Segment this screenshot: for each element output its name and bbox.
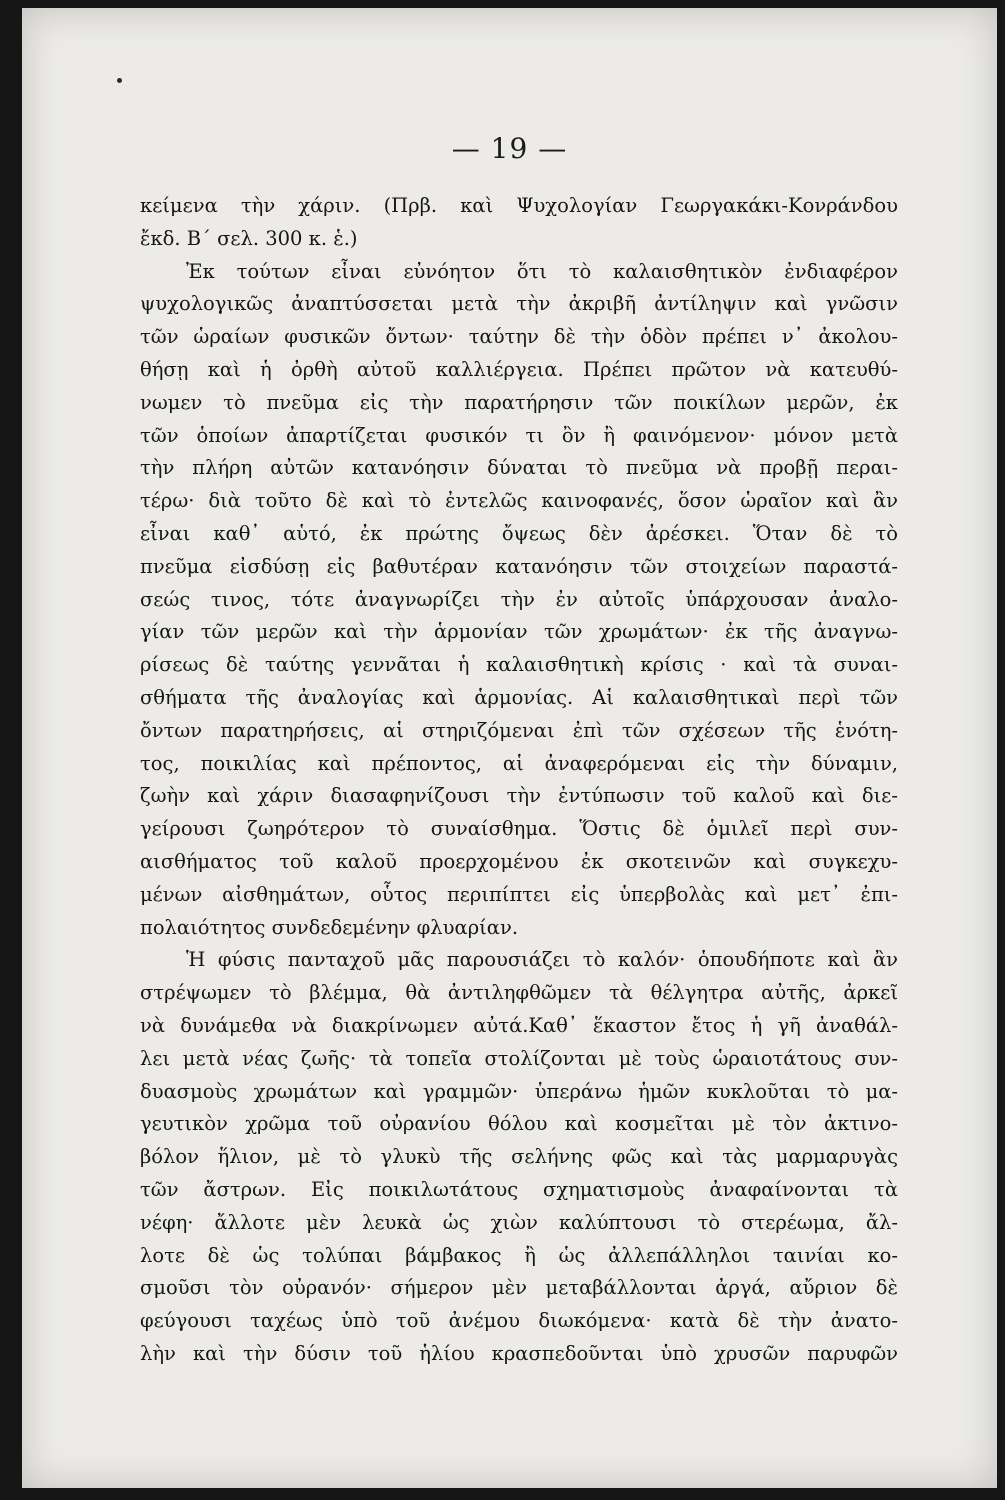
text-line: ρίσεως δὲ ταύτης γεννᾶται ἡ καλαισθητικὴ κρίσις · καὶ τὰ συναι- bbox=[140, 653, 898, 677]
book-page bbox=[22, 8, 997, 1488]
text-line: ζωὴν καὶ χάριν διασαφηνίζουσι τὴν ἐντύπωσιν τοῦ καλοῦ καὶ διε- bbox=[140, 784, 898, 808]
text-line: λει μετὰ νέας ζωῆς· τὰ τοπεῖα στολίζονται μὲ τοὺς ὡραιοτάτους συν- bbox=[140, 1046, 898, 1070]
text-line: ἔκδ. Β΄ σελ. 300 κ. ἑ.) bbox=[140, 226, 358, 250]
text-line: σθήματα τῆς ἀναλογίας καὶ ἁρμονίας. Αἱ καλαισθητικαὶ περὶ τῶν bbox=[140, 685, 898, 709]
text-line: Ἐκ τούτων εἶναι εὐνόητον ὅτι τὸ καλαισθητικὸν ἐνδιαφέρον bbox=[186, 259, 898, 283]
text-line: πολαιότητος συνδεδεμένην φλυαρίαν. bbox=[140, 915, 519, 939]
body-text bbox=[140, 190, 898, 1371]
text-line: κείμενα τὴν χάριν. (Πρβ. καὶ Ψυχολογίαν Γεωργακάκι-Κονράνδου bbox=[140, 194, 898, 217]
text-line: πνεῦμα εἰσδύσῃ εἰς βαθυτέραν κατανόησιν τῶν στοιχείων παραστά- bbox=[140, 554, 898, 578]
text-line: θήσῃ καὶ ἡ ὀρθὴ αὐτοῦ καλλιέργεια. Πρέπει πρῶτον νὰ κατευθύ- bbox=[140, 357, 898, 381]
text-line: νὰ δυνάμεθα νὰ διακρίνωμεν αὐτά.Καθ᾽ ἕκαστον ἔτος ἡ γῆ ἀναθάλ- bbox=[140, 1013, 898, 1037]
text-line: τος, ποικιλίας καὶ πρέποντος, αἱ ἀναφερόμεναι εἰς τὴν δύναμιν, bbox=[140, 751, 898, 775]
text-line: βόλον ἥλιον, μὲ τὸ γλυκὺ τῆς σελήνης φῶς καὶ τὰς μαρμαρυγὰς bbox=[140, 1145, 898, 1169]
text-line: ὄντων παρατηρήσεις, αἱ στηριζόμεναι ἐπὶ τῶν σχέσεων τῆς ἑνότη- bbox=[140, 718, 898, 742]
text-line: σεώς τινος, τότε ἀναγνωρίζει τὴν ἐν αὐτοῖς ὑπάρχουσαν ἀναλο- bbox=[140, 587, 898, 611]
text-line: λὴν καὶ τὴν δύσιν τοῦ ἡλίου κρασπεδοῦνται ὑπὸ χρυσῶν παρυφῶν bbox=[140, 1341, 898, 1365]
text-line: φεύγουσι ταχέως ὑπὸ τοῦ ἀνέμου διωκόμενα· κατὰ δὲ τὴν ἀνατο- bbox=[140, 1309, 898, 1333]
text-line: στρέψωμεν τὸ βλέμμα, θὰ ἀντιληφθῶμεν τὰ θέλγητρα αὐτῆς, ἀρκεῖ bbox=[140, 981, 898, 1005]
text-line: γείρουσι ζωηρότερον τὸ συναίσθημα. Ὅστις δὲ ὁμιλεῖ περὶ συν- bbox=[140, 817, 898, 841]
text-line: ψυχολογικῶς ἀναπτύσσεται μετὰ τὴν ἀκριβῆ ἀντίληψιν καὶ γνῶσιν bbox=[140, 292, 898, 316]
text-line: εἶναι καθ᾽ αὑτό, ἐκ πρώτης ὄψεως δὲν ἀρέσκει. Ὅταν δὲ τὸ bbox=[140, 521, 898, 545]
text-line: νωμεν τὸ πνεῦμα εἰς τὴν παρατήρησιν τῶν ποικίλων μερῶν, ἐκ bbox=[140, 390, 898, 414]
text-line: δυασμοὺς χρωμάτων καὶ γραμμῶν· ὑπεράνω ἡμῶν κυκλοῦται τὸ μα- bbox=[140, 1079, 898, 1103]
text-line: μένων αἰσθημάτων, οὗτος περιπίπτει εἰς ὑπερβολὰς καὶ μετ᾽ ἐπι- bbox=[140, 882, 898, 906]
text-line: τὴν πλήρη αὐτῶν κατανόησιν δύναται τὸ πνεῦμα νὰ προβῇ περαι- bbox=[140, 456, 898, 480]
text-line: αισθήματος τοῦ καλοῦ προερχομένου ἐκ σκοτεινῶν καὶ συγκεχυ- bbox=[140, 849, 898, 873]
text-line: σμοῦσι τὸν οὐρανόν· σήμερον μὲν μεταβάλλονται ἀργά, αὔριον δὲ bbox=[140, 1276, 898, 1300]
text-line: τῶν ὁποίων ἀπαρτίζεται φυσικόν τι ὂν ἢ φαινόμενον· μόνον μετὰ bbox=[140, 423, 898, 447]
text-line: λοτε δὲ ὡς τολύπαι βάμβακος ἢ ὡς ἀλλεπάλληλοι ταινίαι κο- bbox=[140, 1243, 898, 1267]
text-line: Ἡ φύσις πανταχοῦ μᾶς παρουσιάζει τὸ καλόν· ὁπουδήποτε καὶ ἂν bbox=[186, 948, 898, 972]
ink-speck bbox=[117, 78, 122, 83]
text-line: τῶν ἄστρων. Εἰς ποικιλωτάτους σχηματισμοὺς ἀναφαίνονται τὰ bbox=[140, 1177, 898, 1201]
text-line: τῶν ὡραίων φυσικῶν ὄντων· ταύτην δὲ τὴν ὁδὸν πρέπει ν᾽ ἀκολου- bbox=[140, 325, 898, 349]
text-line: γευτικὸν χρῶμα τοῦ οὐρανίου θόλου καὶ κοσμεῖται μὲ τὸν ἀκτινο- bbox=[140, 1112, 898, 1136]
text-line: γίαν τῶν μερῶν καὶ τὴν ἁρμονίαν τῶν χρωμάτων· ἐκ τῆς ἀναγνω- bbox=[140, 620, 898, 644]
page-number: — 19 — bbox=[451, 132, 568, 165]
text-line: τέρω· διὰ τοῦτο δὲ καὶ τὸ ἐντελῶς καινοφανές, ὅσον ὡραῖον καὶ ἂν bbox=[140, 489, 898, 513]
text-line: νέφη· ἄλλοτε μὲν λευκὰ ὡς χιὼν καλύπτουσι τὸ στερέωμα, ἄλ- bbox=[140, 1210, 898, 1234]
